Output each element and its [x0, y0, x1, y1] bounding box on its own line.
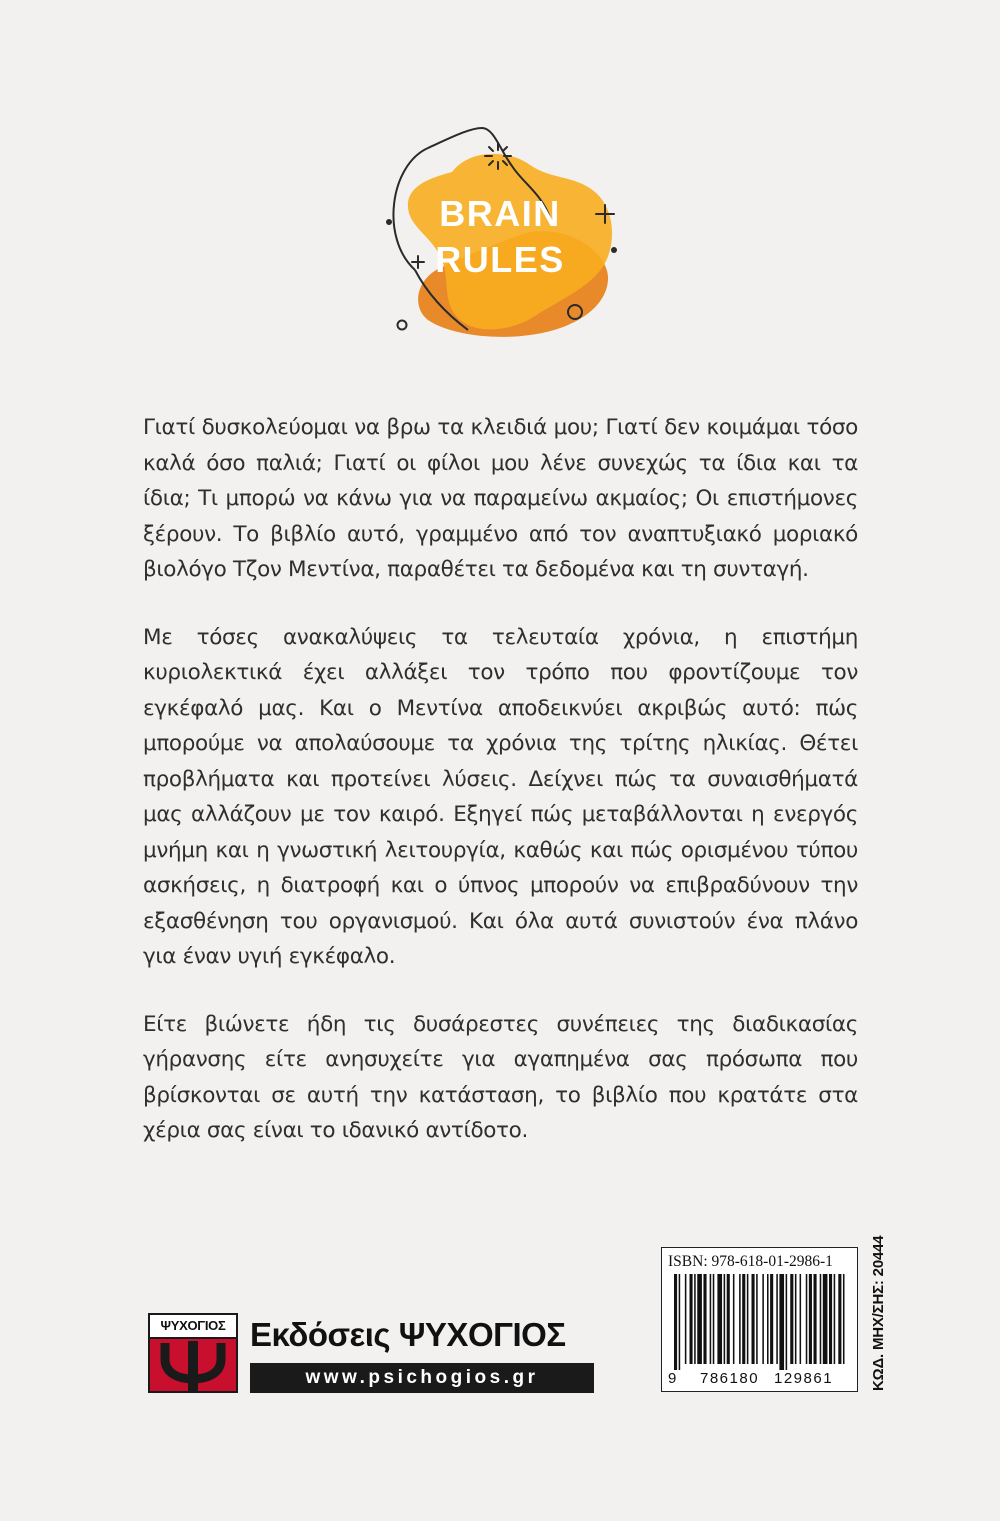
barcode-bar: [727, 1274, 730, 1364]
publisher-badge-label: ΨΥΧΟΓΙΟΣ: [150, 1315, 236, 1339]
psi-icon: [150, 1339, 236, 1391]
barcode-digit-first: 9: [668, 1370, 677, 1387]
barcode-bar: [829, 1274, 832, 1364]
barcode-bar: [779, 1274, 784, 1370]
barcode-bar: [697, 1274, 702, 1364]
logo-graphic: [370, 120, 630, 350]
barcode-bar: [679, 1274, 681, 1370]
barcode-bar: [690, 1274, 693, 1364]
barcode-digits: [662, 1368, 857, 1390]
isbn-barcode-box: [661, 1247, 858, 1392]
barcode-bar: [762, 1274, 764, 1364]
barcode-bar: [767, 1274, 769, 1364]
logo-title-line1: BRAIN: [439, 193, 561, 234]
barcode-bar: [713, 1274, 715, 1364]
ring-icon-small: [398, 321, 407, 330]
barcode-bar: [685, 1274, 687, 1364]
barcode-digits-right: 129861: [774, 1370, 834, 1387]
barcode-bar: [809, 1274, 812, 1364]
publisher-url: www.psichogios.gr: [250, 1363, 594, 1393]
barcode-bar: [710, 1274, 712, 1364]
barcode-bar: [747, 1274, 749, 1364]
dot-icon-right: [611, 247, 617, 253]
isbn-label: ISBN: 978-618-01-2986-1: [668, 1253, 833, 1270]
barcode-bar: [717, 1274, 722, 1364]
barcode-bar: [786, 1274, 788, 1370]
barcode-bar: [843, 1274, 845, 1364]
barcode-bar: [724, 1274, 726, 1364]
barcode-bar: [776, 1274, 778, 1364]
dot-icon-left: [386, 219, 392, 225]
blurb-paragraph-3: Είτε βιώνετε ήδη τις δυσάρεστες συνέπειες της διαδικασίας γήρανσης είτε ανησυχείτε για αγαπημένα σας πρόσωπα που βρίσκονται σε αυτή την κατάσταση, το βιβλίο που κρατάτε στα χέρια σας είναι το ιδανικό αντίδοτο.: [143, 1011, 858, 1143]
barcode-bar: [674, 1274, 677, 1370]
barcode-bar: [834, 1274, 836, 1364]
barcode-bar: [739, 1274, 741, 1364]
barcode-bar: [752, 1274, 755, 1364]
barcode-bar: [823, 1274, 828, 1364]
barcode-bar: [790, 1274, 793, 1364]
brain-rules-logo: [370, 120, 630, 350]
barcode-bar: [806, 1274, 808, 1364]
barcode-bar: [733, 1274, 735, 1364]
barcode-bar: [820, 1274, 822, 1364]
barcode-bar: [838, 1274, 841, 1364]
barcode-digits-left: 786180: [700, 1370, 760, 1387]
publisher-badge: [148, 1313, 238, 1393]
logo-title-line2: RULES: [435, 239, 565, 280]
barcode-bar: [703, 1274, 706, 1364]
product-code-label: ΚΩΔ. ΜΗΧ/ΣΗΣ: 20444: [870, 1235, 887, 1391]
barcode-bar: [814, 1274, 817, 1364]
blurb-paragraph-2: Με τόσες ανακαλύψεις τα τελευταία χρόνια, η επιστήμη κυριολεκτικά έχει αλλάξει τον τρόπο που φροντίζουμε τον εγκέφαλό μας. Και ο Μεντίνα αποδεικνύει ακριβώς αυτό: πώς μπορούμε να απολαύσουμε τα χρόνια της τρίτης ηλικίας. Θέτει προβλήματα και προτείνει λύσεις. Δείχνει πώς τα συναισθήματά μας αλλάζουν με τον καιρό. Εξηγεί πώς μεταβάλλονται η ενεργός μνήμη και η γνωστική λειτουργία, καθώς και πώς ορισμένου τύπου ασκήσεις, η διατροφή και ο ύπνος μπορούν να επιβραδύνουν την εξασθένηση του οργανισμού. Και όλα αυτά συνιστούν ένα πλάνο για έναν υγιή εγκέφαλο.: [143, 624, 858, 969]
barcode-bar: [742, 1274, 745, 1364]
barcode-icon: [672, 1274, 848, 1370]
barcode-bar: [770, 1274, 773, 1364]
barcode-bar: [800, 1274, 802, 1364]
back-cover-blurb: [143, 410, 858, 1181]
barcode-bar: [795, 1274, 797, 1364]
publisher-name: Εκδόσεις ΨΥΧΟΓΙΟΣ: [250, 1316, 566, 1353]
barcode-bar: [694, 1274, 696, 1364]
blurb-paragraph-1: Γιατί δυσκολεύομαι να βρω τα κλειδιά μου; Γιατί δεν κοιμάμαι τόσο καλά όσο παλιά; Γιατί οι φίλοι μου λένε συνεχώς τα ίδια και τα ίδια; Τι μπορώ να κάνω για να παραμείνω ακμαίος; Οι επιστήμονες ξέρουν. Το βιβλίο αυτό, γραμμένο από τον αναπτυξιακό μοριακό βιολόγο Τζον Μεντίνα, παραθέτει τα δεδομένα και τη συνταγή.: [143, 415, 858, 582]
publisher-logo: [148, 1313, 598, 1395]
barcode-bar: [756, 1274, 758, 1364]
plus-icon-left: [412, 256, 424, 268]
